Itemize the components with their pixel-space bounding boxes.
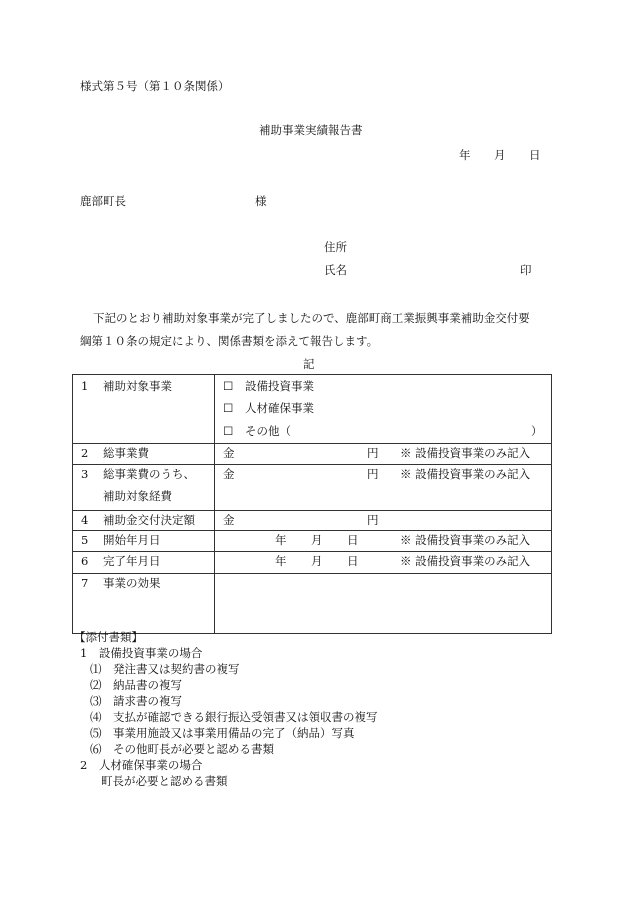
attachment-item: ⑶ 請求書の複写	[90, 694, 182, 708]
intro-line-2: 綱第１０条の規定により、関係書類を添えて報告します。	[80, 334, 379, 348]
table-row	[73, 531, 552, 552]
row4-kin: 金	[223, 513, 235, 527]
row2-kin: 金	[223, 446, 235, 460]
row1-label-cell	[73, 375, 215, 444]
row6-year: 年	[275, 554, 287, 568]
row5-num: 5	[81, 533, 89, 547]
row7-num: 7	[81, 576, 89, 590]
table-row	[73, 375, 552, 444]
attachment-item: ⑹ その他町長が必要と認める書類	[90, 742, 274, 756]
document-title: 補助事業実績報告書	[259, 123, 363, 137]
attachment-item: ⑴ 発注書又は契約書の複写	[90, 662, 240, 676]
name-label: 氏名	[324, 263, 347, 277]
attachments-section-1: 1 設備投資事業の場合	[80, 646, 203, 660]
row7-label: 事業の効果	[103, 576, 161, 590]
row5-label: 開始年月日	[103, 533, 161, 547]
row3-kin: 金	[223, 467, 235, 481]
row6-label: 完了年月日	[103, 554, 161, 568]
form-number: 様式第５号（第１０条関係）	[80, 79, 230, 93]
effect-input-area[interactable]	[215, 574, 552, 634]
row3-num: 3	[81, 467, 89, 481]
ki-heading: 記	[303, 357, 315, 371]
row6-note: ※ 設備投資事業のみ記入	[400, 554, 531, 568]
option-capital-investment: 設備投資事業	[245, 379, 314, 393]
attachment-item: ⑸ 事業用施設又は事業用備品の完了（納品）写真	[90, 726, 355, 740]
row2-label: 総事業費	[103, 446, 149, 460]
checkbox-human-resources[interactable]: ☐	[223, 401, 234, 415]
attachment-item: ⑷ 支払が確認できる銀行振込受領書又は領収書の複写	[90, 710, 378, 724]
row6-month: 月	[311, 554, 323, 568]
row2-num: 2	[81, 446, 89, 460]
row3-note: ※ 設備投資事業のみ記入	[400, 467, 531, 481]
row3-label-1: 総事業費のうち、	[103, 467, 195, 481]
row4-num: 4	[81, 513, 89, 527]
row3-label-2: 補助対象経費	[103, 489, 172, 503]
row2-yen: 円	[367, 446, 379, 460]
date-day: 日	[529, 148, 541, 162]
option-human-resources: 人材確保事業	[245, 401, 314, 415]
date-month: 月	[494, 148, 506, 162]
row5-note: ※ 設備投資事業のみ記入	[400, 533, 531, 547]
row4-yen: 円	[367, 513, 379, 527]
address-label: 住所	[324, 240, 347, 254]
row5-year: 年	[275, 533, 287, 547]
row6-day: 日	[347, 554, 359, 568]
date-year: 年	[459, 148, 471, 162]
report-table	[72, 374, 552, 634]
row2-note: ※ 設備投資事業のみ記入	[400, 446, 531, 460]
option-other: その他（	[245, 424, 291, 438]
attachments-heading: 【添付書類】	[74, 630, 143, 644]
table-row	[73, 444, 552, 465]
attachment-item: 町長が必要と認める書類	[101, 774, 228, 788]
attachment-item: ⑵ 納品書の複写	[90, 678, 182, 692]
row1-label: 補助対象事業	[103, 379, 172, 393]
checkbox-capital-investment[interactable]: ☐	[223, 379, 234, 393]
seal-mark: 印	[520, 263, 532, 277]
intro-line-1: 下記のとおり補助対象事業が完了しましたので、鹿部町商工業振興事業補助金交付要	[93, 311, 530, 325]
addressee-name: 鹿部町長	[80, 194, 126, 208]
table-row	[73, 511, 552, 531]
row5-month: 月	[311, 533, 323, 547]
checkbox-other[interactable]: ☐	[223, 424, 234, 438]
attachments-section-2: 2 人材確保事業の場合	[80, 758, 203, 772]
table-row	[73, 465, 552, 511]
row1-num: 1	[81, 379, 89, 393]
other-close-paren: ）	[531, 424, 543, 438]
table-row	[73, 552, 552, 574]
addressee-honorific: 様	[255, 194, 267, 208]
table-row	[73, 574, 552, 634]
row1-value-cell	[215, 375, 552, 444]
row5-day: 日	[347, 533, 359, 547]
row6-num: 6	[81, 554, 89, 568]
row3-yen: 円	[367, 467, 379, 481]
row4-label: 補助金交付決定額	[103, 513, 195, 527]
